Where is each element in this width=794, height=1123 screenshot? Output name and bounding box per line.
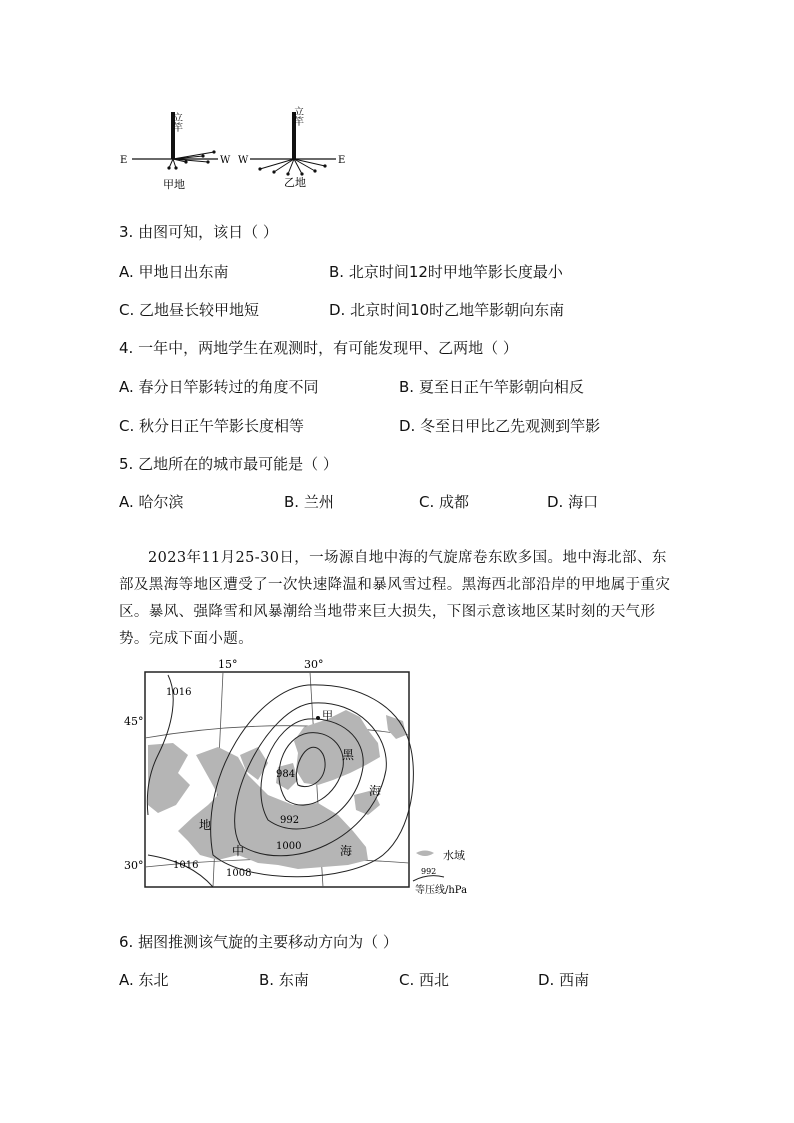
- q5-option-b: B. 兰州: [284, 493, 334, 511]
- question-3: 3. 由图可知，该日（ ）: [119, 223, 278, 241]
- weather-map: [118, 655, 488, 900]
- q5-option-c: C. 成都: [419, 493, 470, 511]
- q4-option-a: A. 春分日竿影转过的角度不同: [119, 378, 319, 396]
- place-zhong: 中: [232, 844, 245, 858]
- lon-label-30: 30°: [304, 658, 324, 671]
- q4-option-b: B. 夏至日正午竿影朝向相反: [399, 378, 584, 396]
- question-6: 6. 据图推测该气旋的主要移动方向为（ ）: [119, 933, 398, 951]
- lat-label-45: 45°: [124, 715, 144, 728]
- jia-name: 甲地: [163, 178, 185, 191]
- q6-option-b: B. 东南: [259, 971, 309, 989]
- jia-point: [316, 716, 320, 720]
- q6-option-a: A. 东北: [119, 971, 169, 989]
- map-legend: [413, 848, 467, 896]
- place-hei: 黑: [342, 748, 355, 762]
- q3-option-d: D. 北京时间10时乙地竿影朝向东南: [329, 301, 565, 319]
- jia-left-dir: E: [120, 155, 128, 166]
- question-5: 5. 乙地所在的城市最可能是（ ）: [119, 455, 338, 473]
- isobar-992: 992: [280, 815, 300, 826]
- q5-option-a: A. 哈尔滨: [119, 493, 184, 511]
- jia-right-dir: W: [220, 155, 231, 166]
- q3-option-a: A. 甲地日出东南: [119, 263, 229, 281]
- yi-name: 乙地: [284, 176, 306, 189]
- jia-pole-label: 立竿: [170, 112, 182, 132]
- isobar-1016-top: 1016: [166, 687, 192, 698]
- yi-right-dir: E: [338, 155, 346, 166]
- q3-option-b: B. 北京时间12时甲地竿影长度最小: [329, 263, 563, 281]
- place-jia: 甲: [322, 709, 333, 722]
- q3-option-c: C. 乙地昼长较甲地短: [119, 301, 260, 319]
- isobar-1000: 1000: [276, 841, 302, 852]
- q4-option-d: D. 冬至日甲比乙先观测到竿影: [399, 417, 601, 435]
- isobar-1016-bottom: 1016: [173, 860, 199, 871]
- q4-option-c: C. 秋分日正午竿影长度相等: [119, 417, 305, 435]
- yi-diagram: [238, 106, 345, 189]
- legend-isobar-value: 992: [421, 867, 437, 876]
- question-4: 4. 一年中，两地学生在观测时，有可能发现甲、乙两地（ ）: [119, 339, 518, 357]
- place-hai-1: 海: [369, 784, 382, 798]
- yi-pole-label: 立竿: [291, 106, 303, 126]
- gnomon-figure: [110, 98, 370, 198]
- lon-label-15: 15°: [218, 658, 238, 671]
- jia-diagram: [120, 112, 231, 191]
- q6-option-c: C. 西北: [399, 971, 450, 989]
- place-di: 地: [199, 818, 212, 832]
- passage-text: 2023年11月25-30日，一场源自地中海的气旋席卷东欧多国。地中海北部、东部及黑海等地区遭受了一次快速降温和暴风雪过程。黑海西北部沿岸的甲地属于重灾区。暴风、强降雪和风暴潮给当地带来巨大损失，下图示意该地区某时刻的天气形势。完成下面小题。: [119, 550, 671, 647]
- yi-left-dir: W: [238, 155, 249, 166]
- legend-isobar: 等压线/hPa: [415, 885, 468, 896]
- passage: [119, 545, 679, 653]
- isobar-1008: 1008: [226, 868, 252, 879]
- q6-option-d: D. 西南: [538, 971, 590, 989]
- lat-label-30: 30°: [124, 859, 144, 872]
- isobar-984: 984: [276, 769, 296, 780]
- legend-water: 水域: [443, 849, 465, 862]
- place-hai-2: 海: [340, 844, 353, 858]
- q5-option-d: D. 海口: [547, 493, 599, 511]
